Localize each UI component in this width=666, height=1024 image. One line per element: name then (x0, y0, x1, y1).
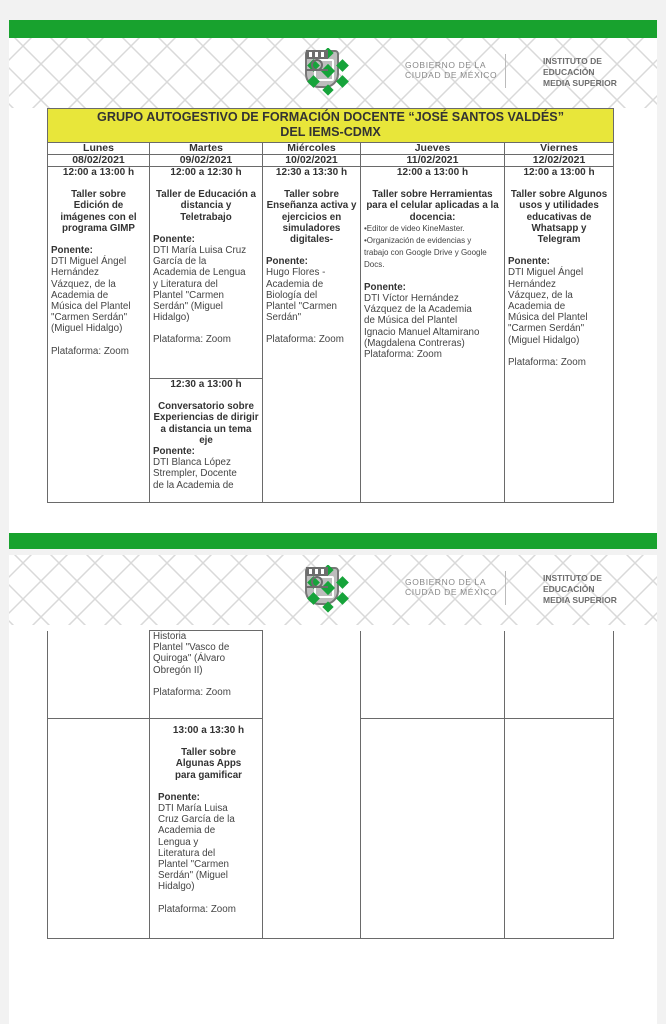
lattice-diamond (437, 38, 473, 46)
lattice-diamond (509, 38, 545, 46)
lattice-diamond (257, 46, 293, 82)
lattice-diamond (77, 563, 113, 599)
lattice-diamond (41, 555, 77, 563)
header-logos (305, 48, 655, 96)
lattice-diamond (581, 38, 617, 46)
government-name: GOBIERNO DE LA CIUDAD DE MÉXICO (405, 60, 498, 80)
lattice-diamond (257, 563, 293, 599)
iems-logo-icon (305, 565, 329, 589)
lattice-diamond (293, 555, 329, 563)
lattice-diamond (221, 599, 257, 625)
lattice-diamond (9, 599, 41, 625)
lattice-diamond (329, 555, 365, 563)
lattice-diamond (257, 38, 293, 46)
government-name: GOBIERNO DE LA CIUDAD DE MÉXICO (405, 577, 498, 597)
lattice-diamond (77, 599, 113, 625)
lattice-diamond (581, 555, 617, 563)
header-band (9, 38, 657, 108)
day-date-miercoles: 10/02/2021 (263, 155, 361, 167)
lattice-diamond (221, 82, 257, 108)
lattice-diamond (77, 38, 113, 46)
lattice-diamond (113, 599, 149, 625)
lunes-cell-empty-2 (48, 719, 150, 939)
viernes-cell-empty (505, 631, 614, 719)
lattice-diamond (437, 555, 473, 563)
viernes-cell-empty-2 (505, 719, 614, 939)
lattice-diamond (653, 555, 657, 563)
jueves-cell-empty-2 (361, 719, 505, 939)
header-band (9, 555, 657, 625)
schedule-table (47, 108, 614, 503)
day-name-lunes: Lunes (48, 143, 150, 155)
lattice-diamond (221, 555, 257, 563)
document-page-1 (9, 20, 657, 549)
day-name-martes: Martes (150, 143, 263, 155)
day-name-miercoles: Miércoles (263, 143, 361, 155)
lattice-diamond (329, 38, 365, 46)
lattice-diamond (545, 38, 581, 46)
session-martes-2-continued: Historia Plantel "Vasco de Quiroga" (Álvaro Obregón II) Plataforma: Zoom (150, 631, 263, 719)
session-lunes: 12:00 a 13:00 h Taller sobre Edición de imágenes con el programa GIMP Ponente: DTI Miguel Ángel Hernández Vázquez, de la Academia de Música del Plantel "Carmen Serdán" (Miguel Hidalgo) Plataforma: Zoom (48, 167, 150, 503)
lattice-diamond (149, 38, 185, 46)
lattice-diamond (401, 555, 437, 563)
lattice-diamond (185, 38, 221, 46)
session-miercoles: 12:30 a 13:30 h Taller sobre Enseñanza activa y ejercicios en simuladores digitales- Ponente: Hugo Flores - Academia de Biología del Plantel "Carmen Serdán" Plataforma: Zoom (263, 167, 361, 503)
day-date-jueves: 11/02/2021 (361, 155, 505, 167)
lattice-diamond (545, 555, 581, 563)
lattice-diamond (113, 82, 149, 108)
schedule-table-continued (47, 630, 614, 939)
lattice-diamond (9, 46, 41, 82)
lunes-cell-empty (48, 631, 150, 719)
lattice-diamond (221, 38, 257, 46)
lattice-diamond (41, 563, 77, 599)
lattice-diamond (257, 555, 293, 563)
lattice-diamond (149, 563, 185, 599)
lattice-diamond (41, 38, 77, 46)
lattice-diamond (9, 38, 41, 46)
lattice-diamond (9, 563, 41, 599)
lattice-diamond (77, 555, 113, 563)
lattice-diamond (401, 38, 437, 46)
session-viernes: 12:00 a 13:00 h Taller sobre Algunos usos y utilidades educativas de Whatsapp y Telegram Ponente: DTI Miguel Ángel Hernández Vázquez, de la Academia de Música del Plantel "Carmen Serdán" (Miguel Hidalgo) Plataforma: Zoom (505, 167, 614, 503)
lattice-diamond (41, 46, 77, 82)
day-date-viernes: 12/02/2021 (505, 155, 614, 167)
lattice-diamond (113, 555, 149, 563)
lattice-diamond (473, 38, 509, 46)
day-date-martes: 09/02/2021 (150, 155, 263, 167)
lattice-diamond (257, 599, 293, 625)
lattice-diamond (41, 82, 77, 108)
session-martes-2: 12:30 a 13:00 h Conversatorio sobre Experiencias de dirigir a distancia un tema eje Ponente: DTI Blanca López Strempler, Docente de la Academia de (150, 379, 263, 503)
lattice-diamond (293, 38, 329, 46)
jueves-cell-empty (361, 631, 505, 719)
lattice-diamond (257, 82, 293, 108)
lattice-diamond (9, 82, 41, 108)
document-page-2 (9, 555, 657, 1024)
lattice-diamond (77, 82, 113, 108)
miercoles-cell-empty (263, 631, 361, 939)
lattice-diamond (149, 82, 185, 108)
lattice-diamond (113, 46, 149, 82)
lattice-diamond (185, 555, 221, 563)
lattice-diamond (77, 46, 113, 82)
lattice-diamond (185, 563, 221, 599)
lattice-diamond (185, 599, 221, 625)
lattice-diamond (617, 555, 653, 563)
lattice-diamond (365, 555, 401, 563)
session-jueves: 12:00 a 13:00 h Taller sobre Herramientas para el celular aplicadas a la docencia: •Editor de video KineMaster. •Organización de evidencias y trabajo con Google Drive y Google Docs. Ponente: DTI Víctor Hernández Vázquez de la Academia de Música del Plantel Ignacio Manuel Altamirano (Magdalena Contreras) Plataforma: Zoom (361, 167, 505, 503)
lattice-diamond (185, 46, 221, 82)
schedule-title: GRUPO AUTOGESTIVO DE FORMACIÓN DOCENTE “JOSÉ SANTOS VALDÉS” DEL IEMS-CDMX (48, 109, 614, 143)
logo-divider (505, 54, 506, 88)
lattice-diamond (9, 555, 41, 563)
lattice-diamond (149, 46, 185, 82)
institute-name: INSTITUTO DE EDUCACIÓN MEDIA SUPERIOR (543, 56, 617, 88)
lattice-diamond (617, 38, 653, 46)
lattice-diamond (185, 82, 221, 108)
lattice-diamond (41, 599, 77, 625)
session-martes-3: 13:00 a 13:30 h Taller sobre Algunas Apps para gamificar Ponente: DTI María Luisa Cruz García de la Academia de Lengua y Literatura del Plantel "Carmen Serdán" (Miguel Hidalgo) Plataforma: Zoom (150, 719, 263, 939)
lattice-diamond (473, 555, 509, 563)
iems-logo-icon (305, 48, 329, 72)
lattice-diamond (509, 555, 545, 563)
lattice-diamond (653, 38, 657, 46)
lattice-diamond (365, 38, 401, 46)
header-logos (305, 565, 655, 613)
lattice-diamond (113, 563, 149, 599)
day-name-jueves: Jueves (361, 143, 505, 155)
session-martes-1: 12:00 a 12:30 h Taller de Educación a distancia y Teletrabajo Ponente: DTI María Luisa Cruz García de la Academia de Lengua y Literatura del Plantel "Carmen Serdán" (Miguel Hidalgo) Plataforma: Zoom (150, 167, 263, 379)
lattice-diamond (221, 563, 257, 599)
day-date-lunes: 08/02/2021 (48, 155, 150, 167)
lattice-diamond (113, 38, 149, 46)
lattice-diamond (221, 46, 257, 82)
lattice-diamond (149, 599, 185, 625)
lattice-diamond (149, 555, 185, 563)
day-name-viernes: Viernes (505, 143, 614, 155)
institute-name: INSTITUTO DE EDUCACIÓN MEDIA SUPERIOR (543, 573, 617, 605)
logo-divider (505, 571, 506, 605)
